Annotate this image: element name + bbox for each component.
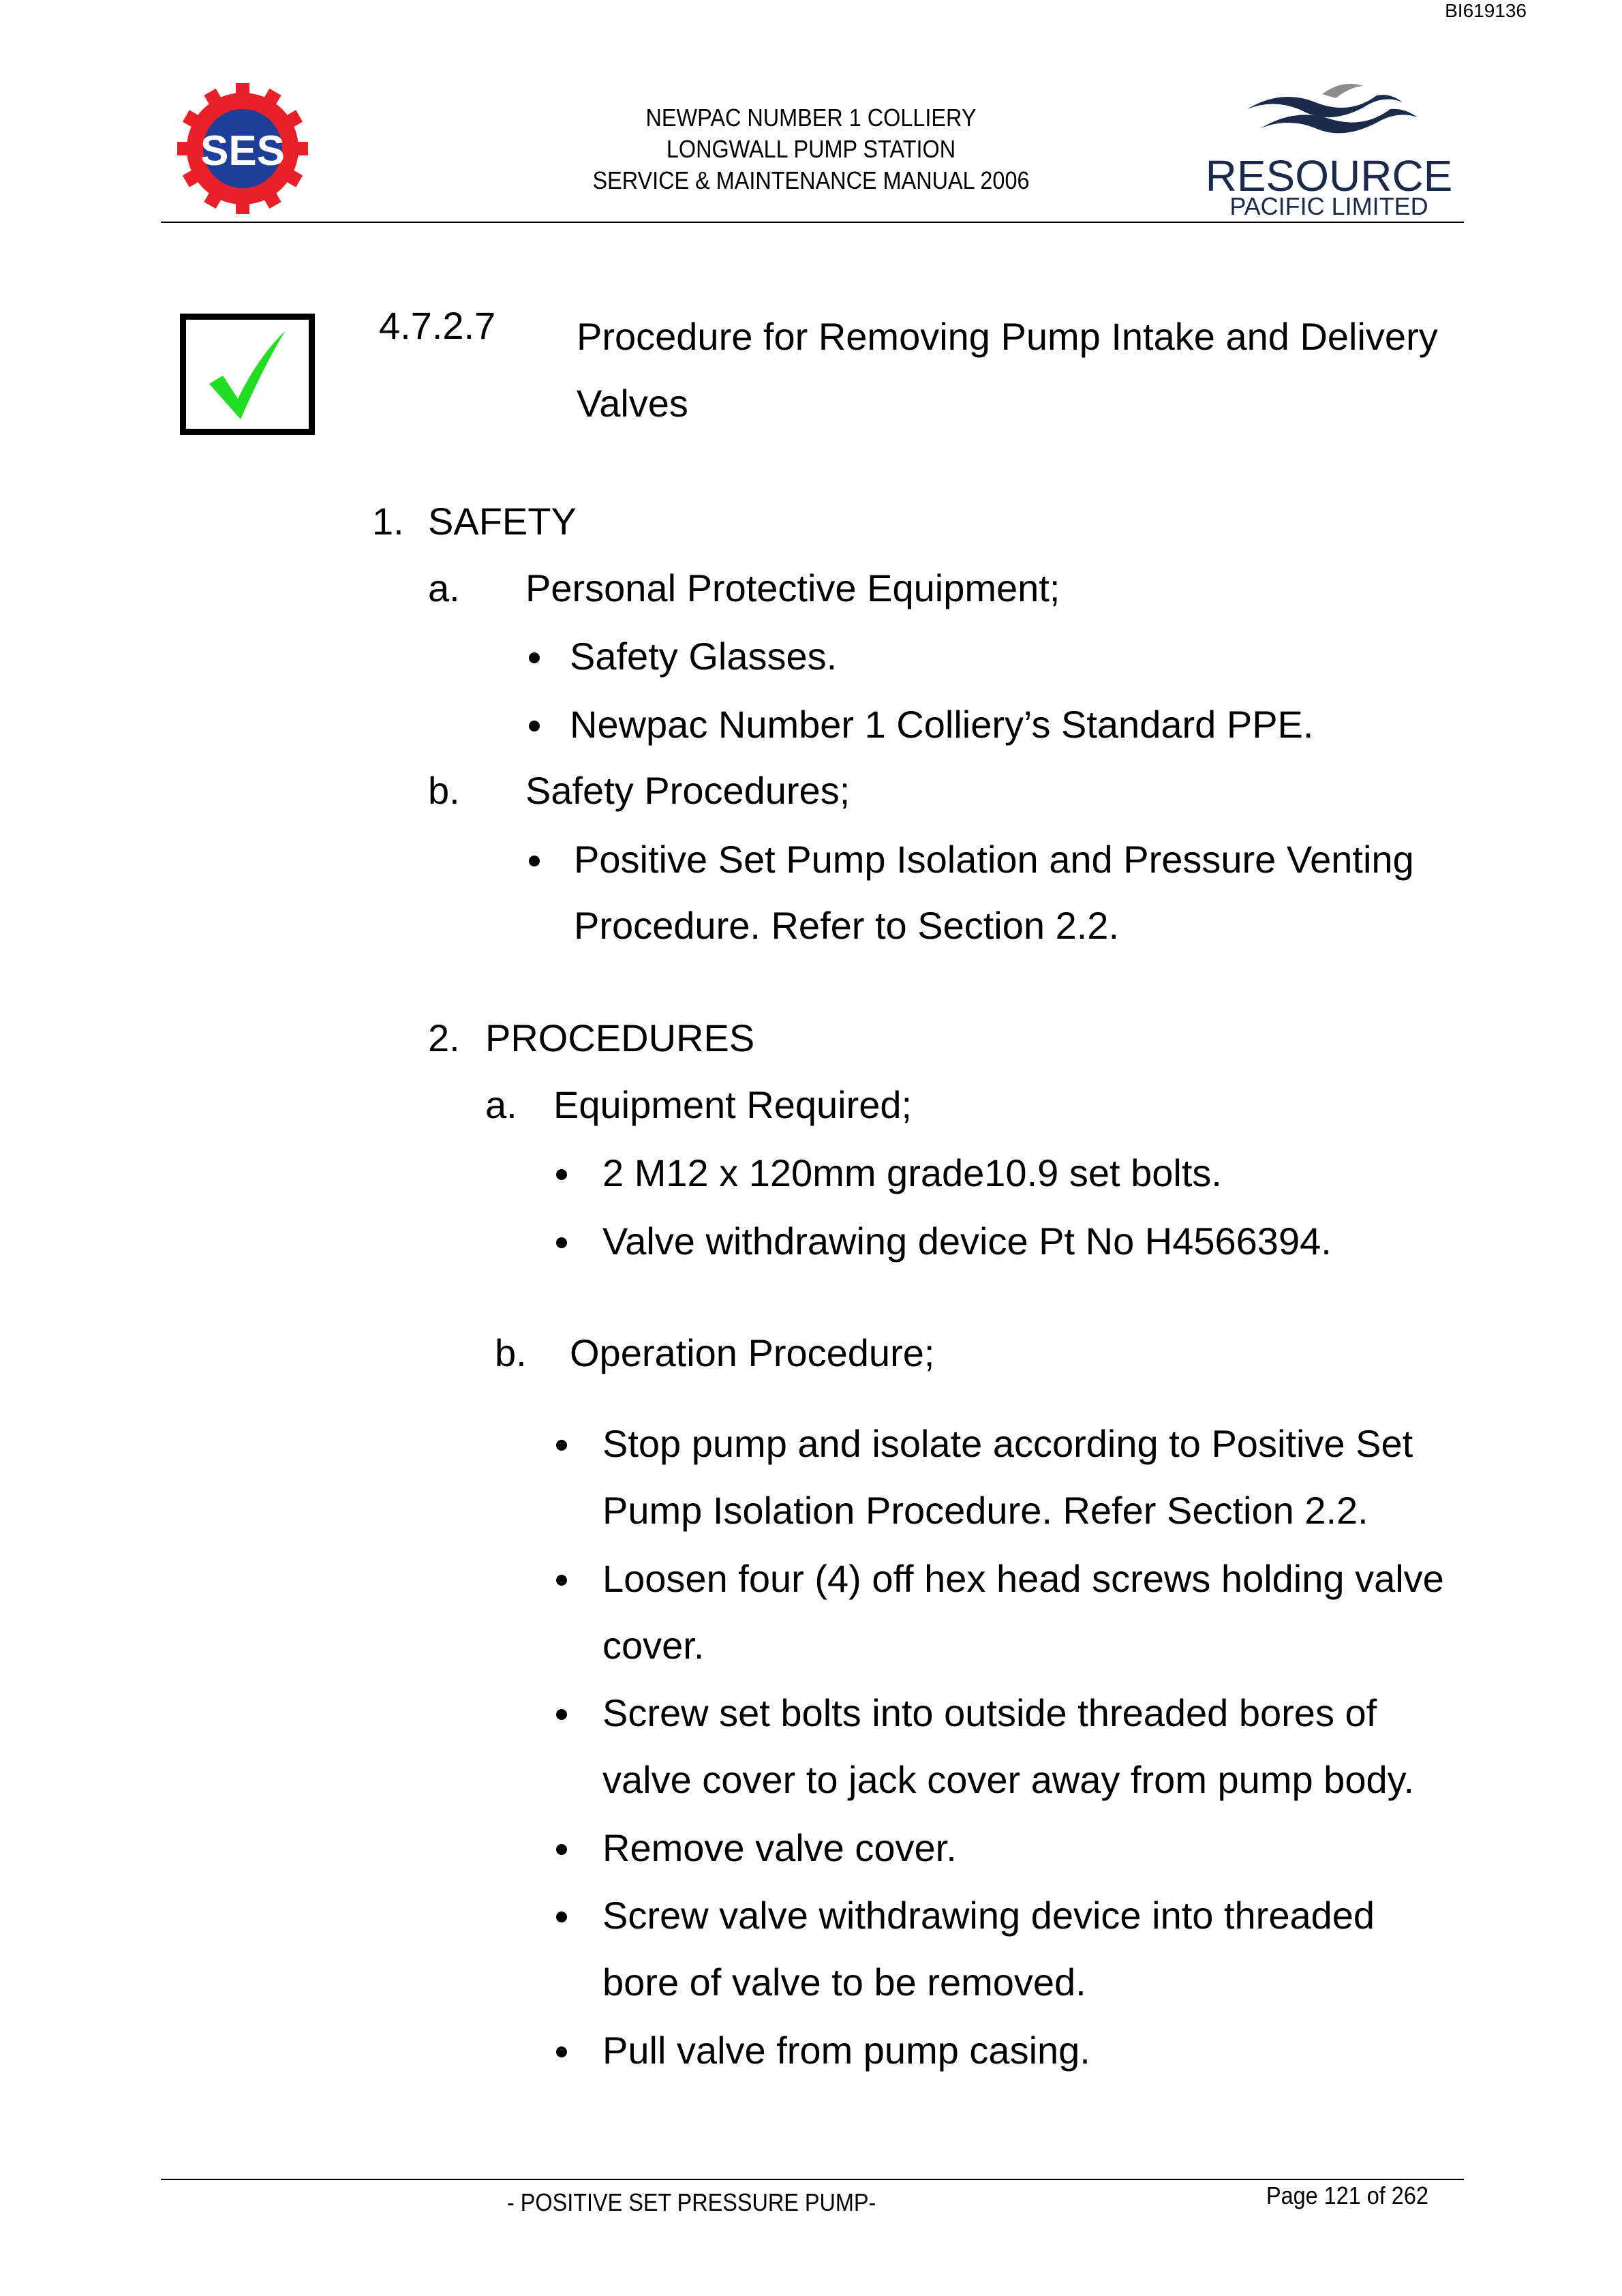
step-2-line2: cover.: [602, 1624, 705, 1667]
bullet-icon: [556, 1169, 567, 1180]
bullet-icon: [556, 1575, 567, 1586]
procedures-heading: PROCEDURES: [485, 1016, 755, 1059]
list-item: 2 M12 x 120mm grade10.9 set bolts.: [602, 1151, 1222, 1194]
step-6-line1: Pull valve from pump casing.: [602, 2029, 1090, 2072]
page-number: [1266, 2181, 1428, 2210]
safety-a-label: a.: [428, 567, 460, 609]
safety-a-text: Personal Protective Equipment;: [525, 567, 1060, 609]
step-5-line1: Screw valve withdrawing device into threaded: [602, 1894, 1375, 1937]
header-line-2: LONGWALL PUMP STATION: [666, 135, 956, 163]
ses-logo-text: SES: [200, 127, 286, 175]
bullet-icon: [529, 856, 540, 866]
list-item-line2: Procedure. Refer to Section 2.2.: [574, 904, 1119, 947]
bullet-icon: [556, 2046, 567, 2057]
step-3-line2: valve cover to jack cover away from pump body.: [602, 1758, 1415, 1801]
bullet-icon: [556, 1440, 567, 1451]
safety-heading: SAFETY: [428, 500, 577, 543]
resource-pacific-logo: [1205, 75, 1453, 220]
document-id: BI619136: [1445, 0, 1527, 21]
bullet-icon: [529, 652, 540, 663]
step-5-line2: bore of valve to be removed.: [602, 1961, 1086, 2004]
footer-rule: [161, 2179, 1464, 2180]
step-1-line2: Pump Isolation Procedure. Refer Section 2.2.: [602, 1489, 1368, 1532]
procedures-a-label: a.: [485, 1083, 517, 1126]
bullet-icon: [556, 1912, 567, 1922]
section-title: Procedure for Removing Pump Intake and Delivery Valves: [577, 315, 1438, 425]
logo-pacific-text: PACIFIC LIMITED: [1229, 192, 1428, 220]
list-item: Valve withdrawing device Pt No H4566394.: [602, 1220, 1332, 1263]
list-item: Newpac Number 1 Colliery’s Standard PPE.: [570, 703, 1314, 746]
safety-b-text: Safety Procedures;: [525, 769, 851, 812]
page-label: Page: [1266, 2181, 1318, 2209]
step-3-line1: Screw set bolts into outside threaded bores of: [602, 1691, 1377, 1734]
procedures-number: 2.: [428, 1016, 460, 1059]
bullet-icon: [529, 721, 540, 731]
list-item: Safety Glasses.: [570, 635, 838, 678]
footer-title: - POSITIVE SET PRESSURE PUMP-: [507, 2188, 876, 2216]
bullet-icon: [556, 1709, 567, 1720]
step-1-line1: Stop pump and isolate according to Positive Set: [602, 1422, 1413, 1465]
bullet-icon: [556, 1844, 567, 1855]
header-line-3: SERVICE & MAINTENANCE MANUAL 2006: [592, 166, 1030, 194]
list-item-line1: Positive Set Pump Isolation and Pressure Venting: [574, 838, 1414, 881]
safety-number: 1.: [372, 500, 404, 543]
header-line-1: NEWPAC NUMBER 1 COLLIERY: [645, 104, 977, 132]
checkbox-checked: [180, 314, 315, 435]
procedures-a-text: Equipment Required;: [553, 1083, 913, 1126]
section-number: 4.7.2.7: [379, 304, 496, 347]
step-2-line1: Loosen four (4) off hex head screws holding valve: [602, 1557, 1444, 1600]
procedures-b-text: Operation Procedure;: [570, 1331, 935, 1374]
bullet-icon: [556, 1237, 567, 1248]
procedures-b-label: b.: [495, 1331, 527, 1374]
page-current: 121: [1323, 2181, 1361, 2209]
safety-b-label: b.: [428, 769, 460, 812]
page-total: 262: [1391, 2181, 1428, 2209]
checkmark-icon: [200, 327, 295, 422]
logo-resource-text: RESOURCE: [1205, 151, 1453, 200]
page-of-label: of: [1366, 2181, 1386, 2209]
step-4-line1: Remove valve cover.: [602, 1826, 957, 1869]
header-rule: [161, 222, 1464, 223]
